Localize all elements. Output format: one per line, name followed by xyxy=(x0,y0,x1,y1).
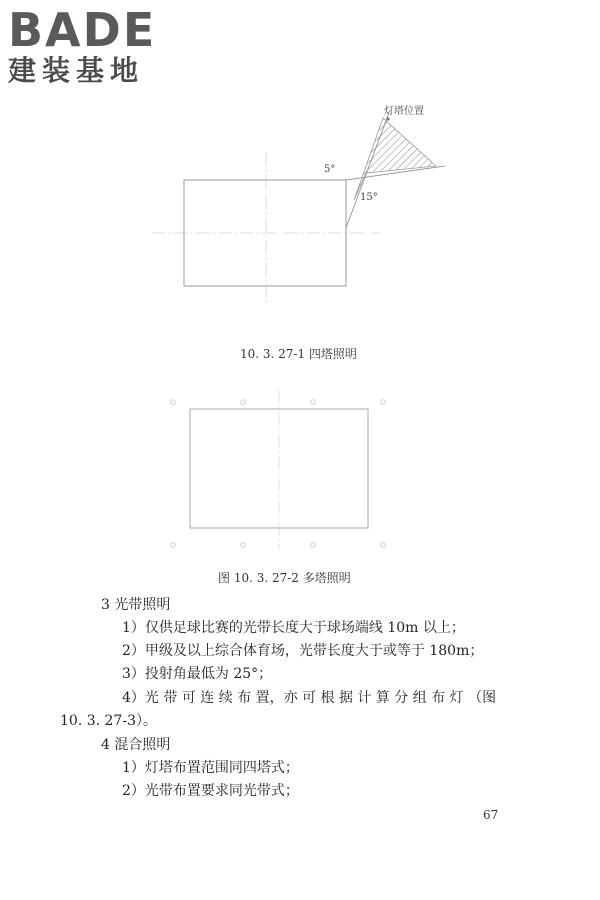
item3-2: 2）甲级及以上综合体育场，光带长度大于或等于 180m； xyxy=(122,643,484,659)
fig1-angle-5-label: 5° xyxy=(324,164,336,175)
figure-multi-tower-lighting xyxy=(0,380,600,560)
fig1-tower-zone xyxy=(354,118,436,200)
item4-2: 2）光带布置要求同光带式； xyxy=(122,783,299,799)
fig1-angle-15-label: 15° xyxy=(360,192,378,203)
fig2-tower-top-center-left xyxy=(241,400,245,404)
item4-1: 1）灯塔布置范围同四塔式； xyxy=(122,760,299,776)
fig1-tower-label: 灯塔位置 xyxy=(384,106,424,117)
fig2-tower-bottom-left xyxy=(171,543,175,547)
item3-4-line1: 4）光 带 可 连 续 布 置，亦 可 根 据 计 算 分 组 布 灯 （图 xyxy=(122,690,497,706)
figure1-caption: 10. 3. 27-1 四塔照明 xyxy=(240,347,357,361)
fig2-tower-top-center-right xyxy=(311,400,315,404)
fig2-tower-bottom-center-left xyxy=(241,543,245,547)
section4-heading: 4 混合照明 xyxy=(101,737,171,753)
logo-latin-text: BADE xyxy=(8,3,157,57)
page-number: 67 xyxy=(483,808,499,822)
figure2-caption: 图 10. 3. 27-2 多塔照明 xyxy=(218,571,351,585)
item3-1: 1）仅供足球比赛的光带长度大于球场端线 10m 以上； xyxy=(122,620,465,636)
fig2-tower-bottom-center-right xyxy=(311,543,315,547)
fig2-tower-top-left xyxy=(171,400,175,404)
section3-heading: 3 光带照明 xyxy=(101,597,171,613)
fig1-tower-point xyxy=(386,117,389,120)
fig2-tower-top-right xyxy=(381,400,385,404)
logo-chinese-text: 建装基地 xyxy=(8,54,145,87)
fig2-tower-bottom-right xyxy=(381,543,385,547)
item3-4-line2: 10. 3. 27-3）。 xyxy=(60,713,157,729)
item3-3: 3）投射角最低为 25°； xyxy=(122,666,273,682)
figure-four-tower-lighting xyxy=(0,0,600,340)
